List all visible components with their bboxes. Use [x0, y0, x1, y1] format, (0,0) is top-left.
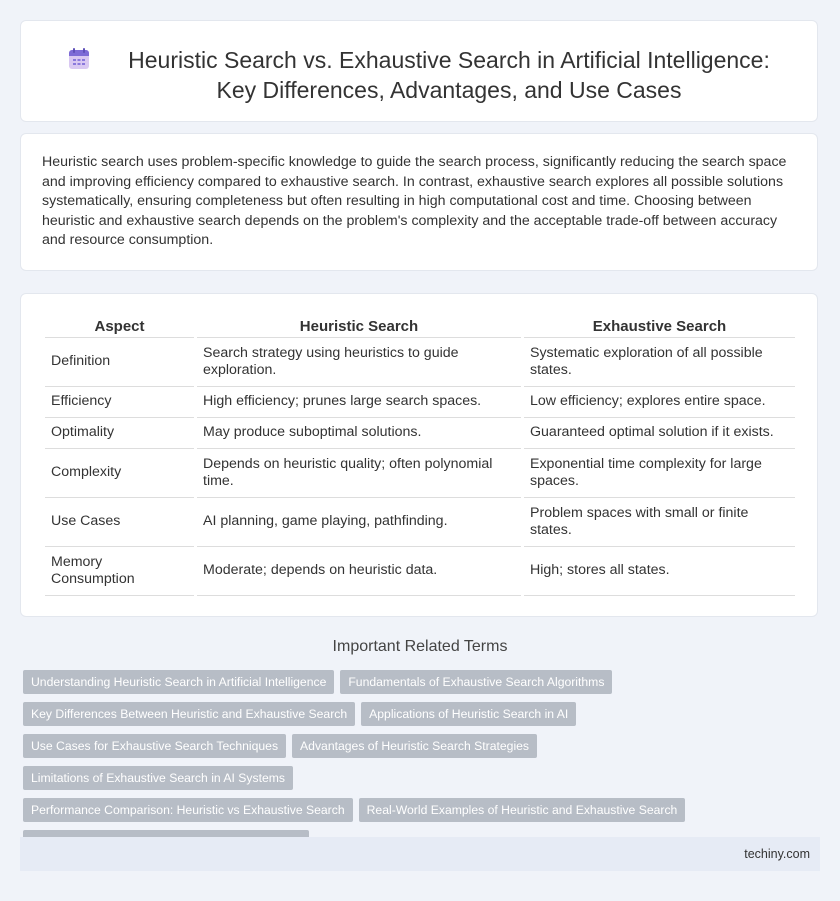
intro-card — [20, 133, 818, 271]
table-row — [45, 498, 795, 547]
header-exhaustive: Exhaustive Search — [524, 315, 795, 338]
comparison-table — [42, 315, 798, 596]
related-term-tag[interactable]: Performance Comparison: Heuristic vs Exhaustive Search — [23, 798, 353, 822]
cell-exhaustive: Systematic exploration of all possible states. — [524, 338, 795, 387]
header-aspect: Aspect — [45, 315, 194, 338]
related-term-tag[interactable]: Fundamentals of Exhaustive Search Algorithms — [340, 670, 612, 694]
related-term-tag[interactable]: Advantages of Heuristic Search Strategies — [292, 734, 537, 758]
related-terms-list — [23, 670, 803, 862]
table-row — [45, 547, 795, 596]
cell-aspect: Definition — [45, 338, 194, 387]
cell-exhaustive: Guaranteed optimal solution if it exists. — [524, 418, 795, 449]
intro-paragraph: Heuristic search uses problem-specific knowledge to guide the search process, significantly reducing the search space and improving efficiency compared to exhaustive search. In contrast, exhaustive search explores all possible solutions systematically, ensuring completeness but often resulting in high computational cost and time. Choosing between heuristic and exhaustive search depends on the problem's complexity and the acceptable trade-off between accuracy and resource consumption. — [42, 154, 787, 248]
title-card — [20, 20, 818, 122]
table-row — [45, 338, 795, 387]
calendar-icon — [67, 47, 91, 71]
related-term-tag[interactable]: Key Differences Between Heuristic and Exhaustive Search — [23, 702, 355, 726]
cell-exhaustive: Problem spaces with small or finite states. — [524, 498, 795, 547]
table-row — [45, 449, 795, 498]
cell-aspect: Memory Consumption — [45, 547, 194, 596]
related-term-tag[interactable]: Real-World Examples of Heuristic and Exhaustive Search — [359, 798, 686, 822]
cell-heuristic: Moderate; depends on heuristic data. — [197, 547, 521, 596]
cell-heuristic: May produce suboptimal solutions. — [197, 418, 521, 449]
related-term-tag[interactable]: Use Cases for Exhaustive Search Techniques — [23, 734, 286, 758]
cell-exhaustive: Low efficiency; explores entire space. — [524, 387, 795, 418]
related-terms-title: Important Related Terms — [332, 638, 508, 655]
table-row — [45, 418, 795, 449]
header-heuristic: Heuristic Search — [197, 315, 521, 338]
cell-heuristic: High efficiency; prunes large search spaces. — [197, 387, 521, 418]
cell-heuristic: Search strategy using heuristics to guide exploration. — [197, 338, 521, 387]
table-header-row — [45, 315, 795, 338]
page-title-line-2: Key Differences, Advantages, and Use Cases — [216, 77, 682, 103]
cell-aspect: Optimality — [45, 418, 194, 449]
cell-aspect: Complexity — [45, 449, 194, 498]
comparison-table-card — [20, 293, 818, 617]
cell-heuristic: AI planning, game playing, pathfinding. — [197, 498, 521, 547]
cell-exhaustive: High; stores all states. — [524, 547, 795, 596]
table-row — [45, 387, 795, 418]
page-title-line-1: Heuristic Search vs. Exhaustive Search in Artificial Intelligence: — [128, 47, 770, 73]
cell-exhaustive: Exponential time complexity for large spaces. — [524, 449, 795, 498]
footer-site[interactable]: techiny.com — [744, 847, 810, 861]
cell-aspect: Use Cases — [45, 498, 194, 547]
related-term-tag[interactable]: Limitations of Exhaustive Search in AI Systems — [23, 766, 293, 790]
related-term-tag[interactable]: Understanding Heuristic Search in Artificial Intelligence — [23, 670, 334, 694]
related-term-tag[interactable]: Applications of Heuristic Search in AI — [361, 702, 576, 726]
footer — [20, 837, 820, 871]
cell-aspect: Efficiency — [45, 387, 194, 418]
page-title — [101, 45, 797, 105]
cell-heuristic: Depends on heuristic quality; often polynomial time. — [197, 449, 521, 498]
